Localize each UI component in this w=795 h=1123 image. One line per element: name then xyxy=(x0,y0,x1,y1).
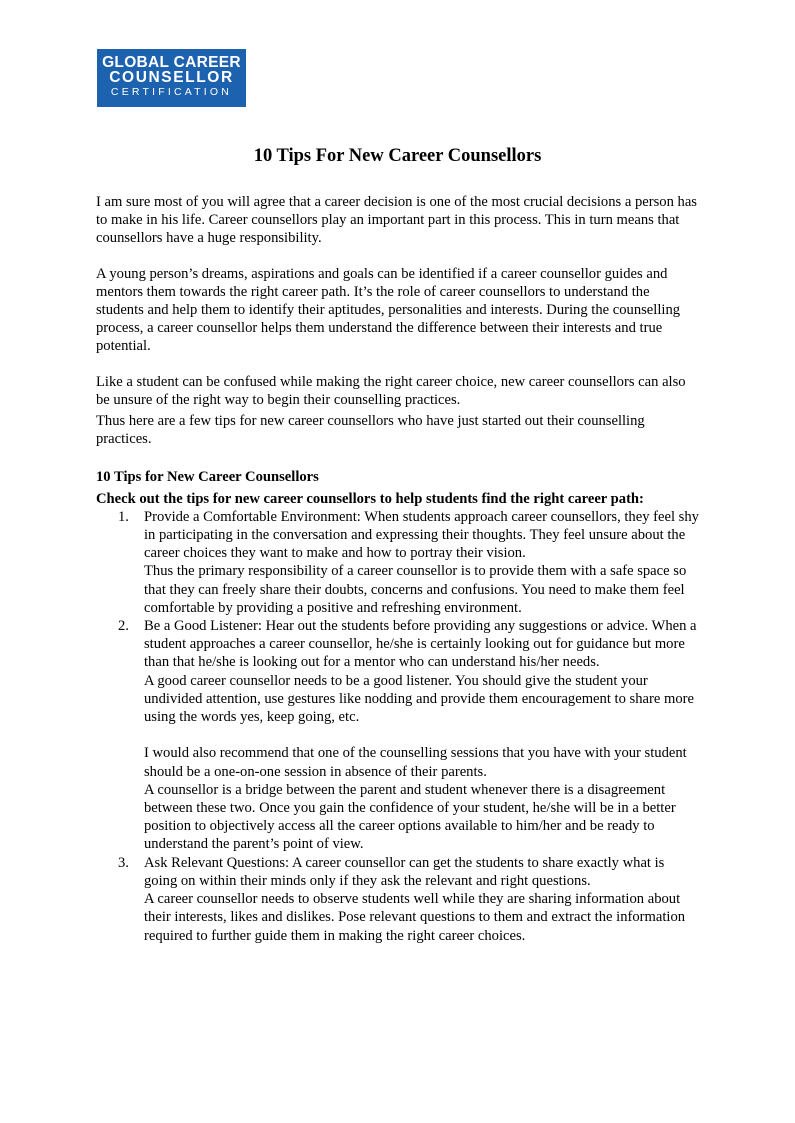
intro-paragraph-4: Thus here are a few tips for new career counsellors who have just started out their counselling practices. xyxy=(96,413,645,448)
list-item-text: A good career counsellor needs to be a good listener. You should give the student your undivided attention, use gestures like nodding and provide them encouragement to share more using the words yes, keep going, etc. xyxy=(144,672,694,726)
list-item-number: 3. xyxy=(118,854,129,871)
tips-list xyxy=(96,508,701,945)
logo-line-3: CERTIFICATION xyxy=(110,86,233,98)
list-item-number: 1. xyxy=(118,508,129,525)
list-item xyxy=(96,854,701,945)
list-item-number: 2. xyxy=(118,618,129,635)
list-item-text: A career counsellor needs to observe students well while they are sharing information about their interests, likes and dislikes. Pose relevant questions to them and extract the information required to further guide them in making the right career choices. xyxy=(144,891,686,944)
logo-line-2: COUNSELLOR xyxy=(109,69,234,86)
intro-paragraph-3: Like a student can be confused while making the right career choice, new career counsellors can also be unsure of the right way to begin their counselling practices. xyxy=(96,373,686,408)
document-body xyxy=(96,193,701,945)
list-item-text: A counsellor is a bridge between the parent and student whenever there is a disagreement between these two. Once you gain the confidence of your student, he/she will be in a better position to objectively access all the career options available to him/her and be ready to understand the parent’s point of view. xyxy=(144,781,676,853)
company-logo xyxy=(97,49,246,107)
section-heading: 10 Tips for New Career Counsellors xyxy=(96,469,319,486)
logo-line-1: GLOBAL CAREER xyxy=(102,54,241,71)
intro-paragraph-2: A young person’s dreams, aspirations and goals can be identified if a career counsellor guides and mentors them towards the right career path. It’s the role of career counsellors to understand the students and help them to identify their aptitudes, personalities and interests. During the counselling process, a career counsellor helps them understand the difference between their interests and true potential. xyxy=(96,265,681,355)
intro-paragraph-1: I am sure most of you will agree that a career decision is one of the most crucial decisions a person has to make in his life. Career counsellors play an important part in this process. This in turn means that counsellors have a huge responsibility. xyxy=(96,194,697,247)
list-item-text: Thus the primary responsibility of a career counsellor is to provide them with a safe space so that they can freely share their doubts, concerns and confusions. You need to make them feel comfortable by providing a positive and refreshing environment. xyxy=(144,563,687,616)
list-item-text: I would also recommend that one of the counselling sessions that you have with your student should be a one-on-one session in absence of their parents. xyxy=(144,745,687,780)
list-item-text: Ask Relevant Questions: A career counsellor can get the students to share exactly what is going on within their minds only if they ask the relevant and right questions. xyxy=(144,854,665,889)
document-title: 10 Tips For New Career Counsellors xyxy=(253,146,542,166)
list-item xyxy=(96,508,701,617)
section-subheading: Check out the tips for new career counsellors to help students find the right career path: xyxy=(96,490,644,507)
list-item-text: Provide a Comfortable Environment: When students approach career counsellors, they feel shy in participating in the conversation and expressing their thoughts. They feel unsure about the career choices they want to make and how to portray their vision. xyxy=(144,508,699,562)
list-item-text: Be a Good Listener: Hear out the students before providing any suggestions or advice. When a student approaches a career counsellor, he/she is certainly looking out for guidance but more than that he/she is looking out for a mentor who can understand his/her needs. xyxy=(144,618,697,671)
list-item xyxy=(96,617,701,854)
